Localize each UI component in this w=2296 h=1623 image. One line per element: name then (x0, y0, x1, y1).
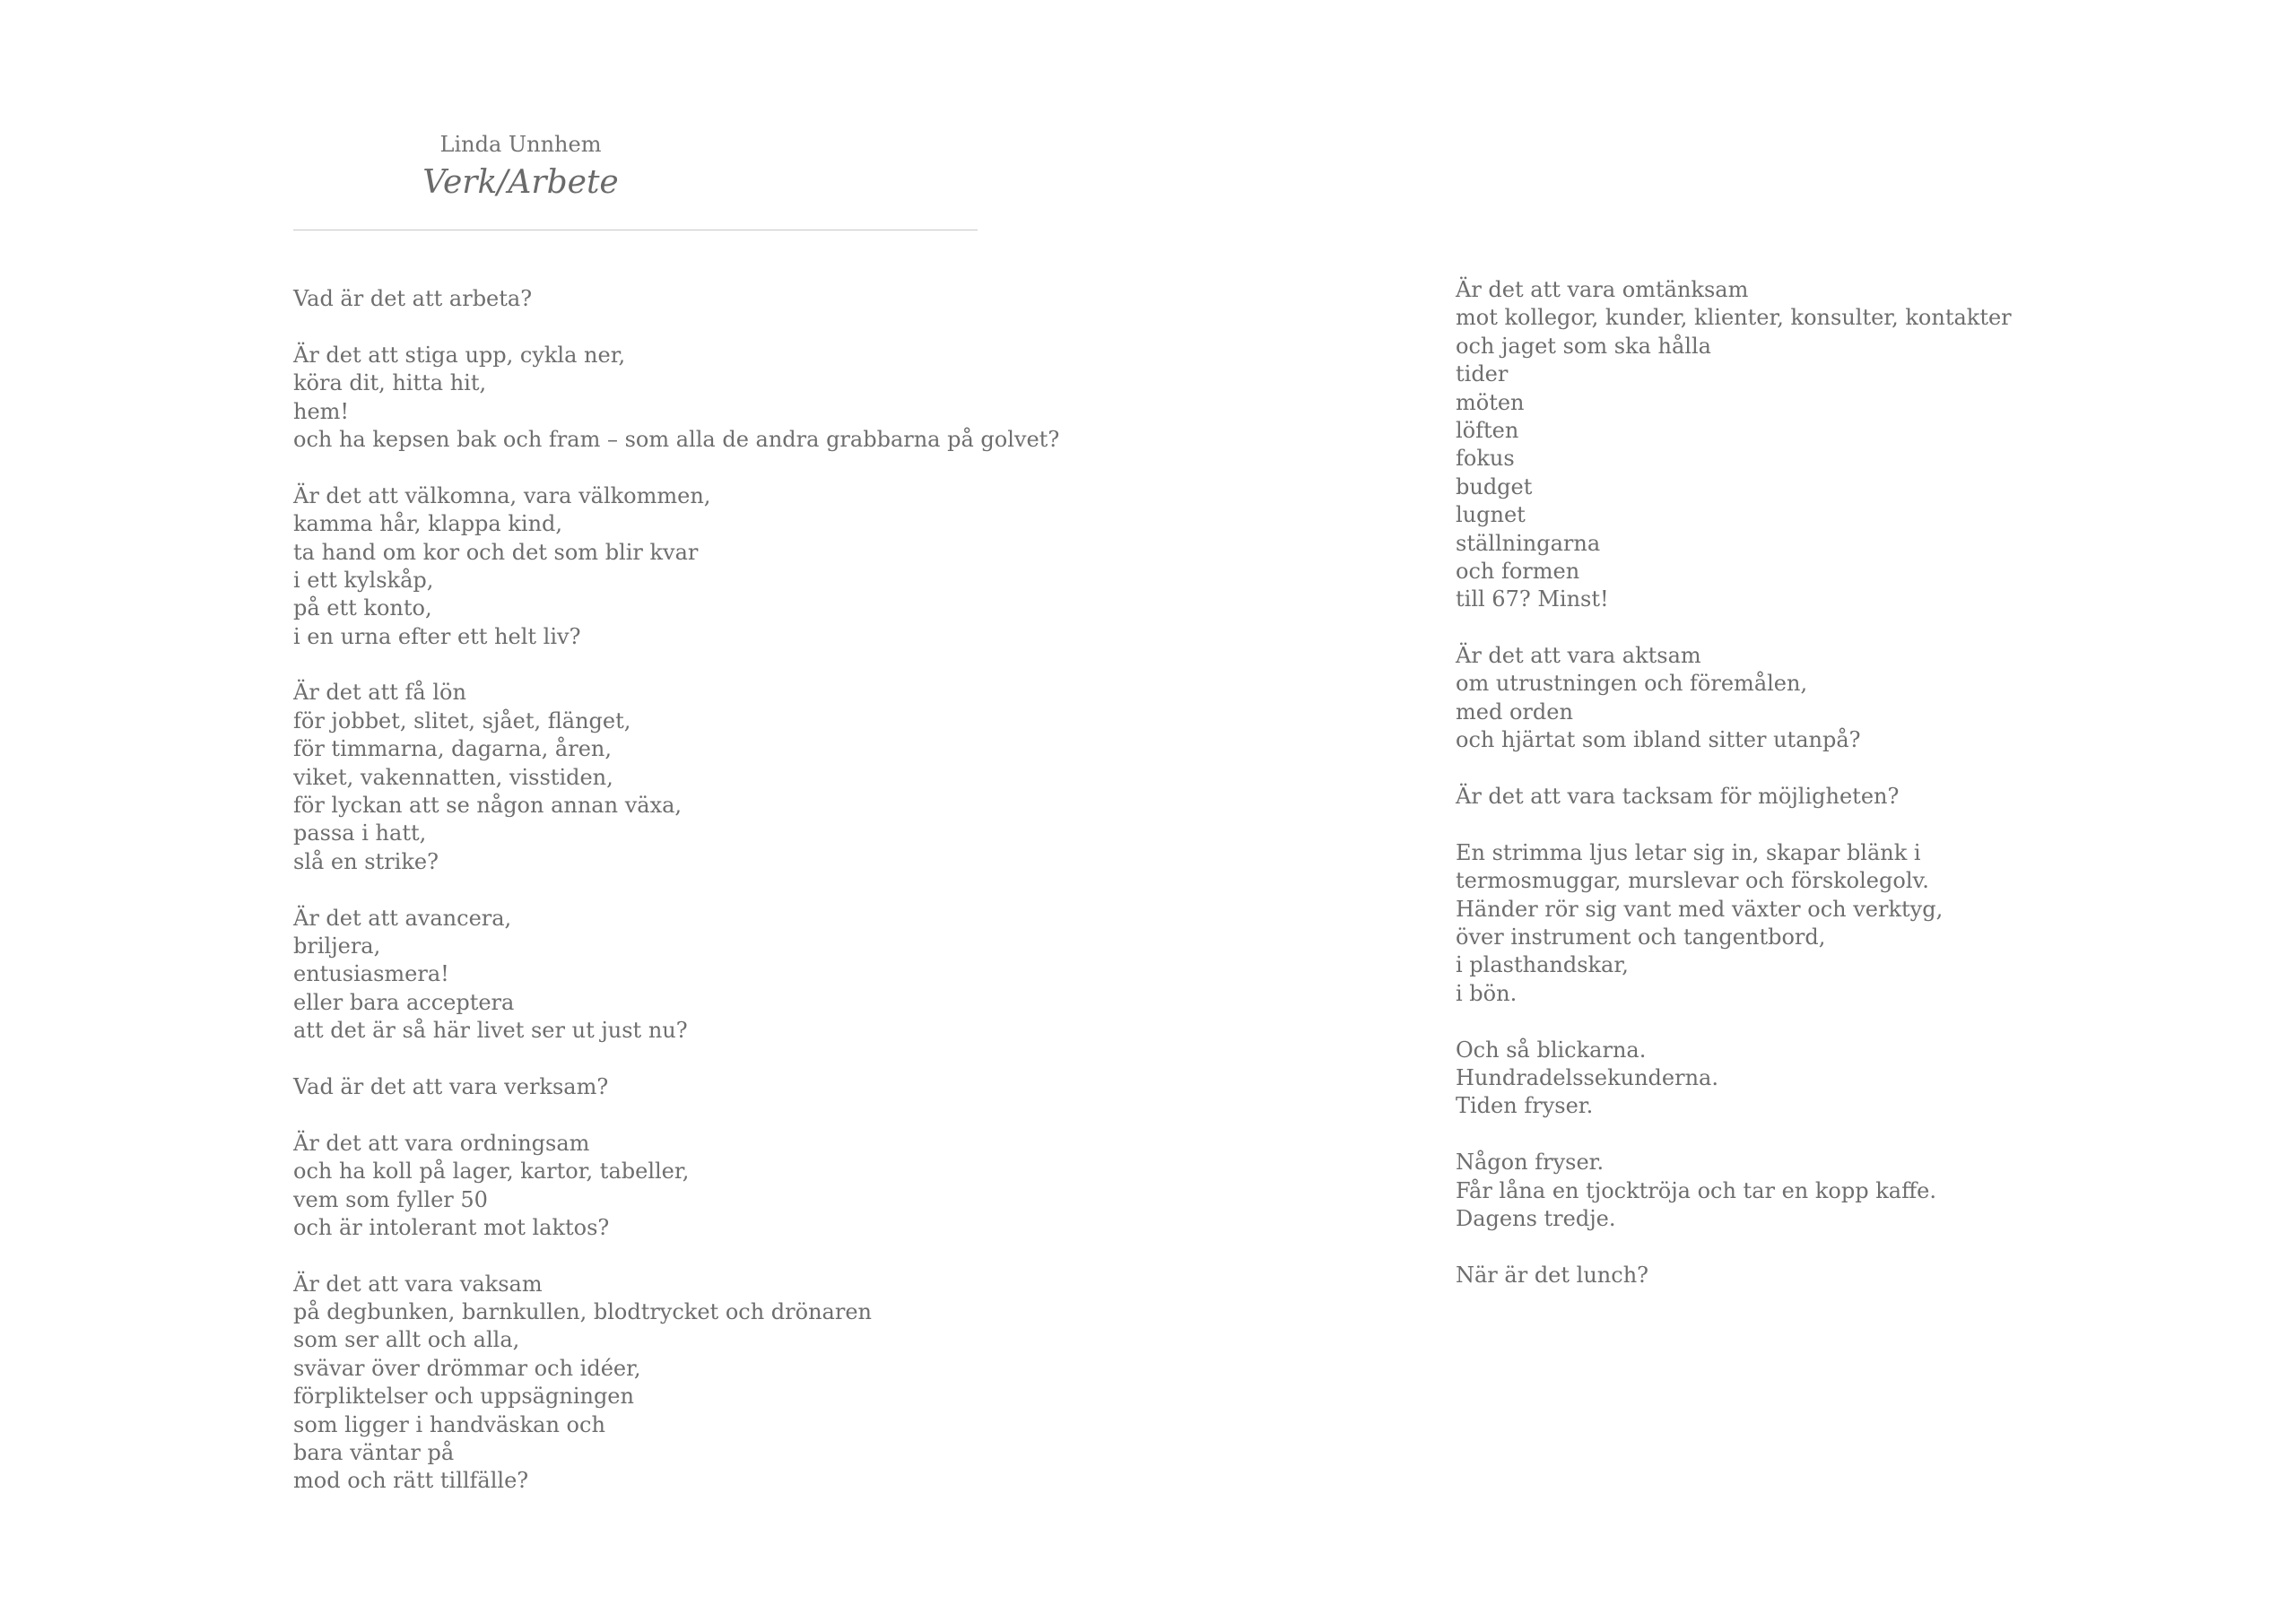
poem-line: och formen (1456, 558, 1580, 584)
poem-line: briljera, (293, 933, 381, 959)
poem-line: hem! (293, 398, 350, 424)
stanza (293, 1130, 1059, 1243)
poem-title: Verk/Arbete (422, 164, 619, 201)
poem-line: i bön. (1456, 980, 1518, 1006)
poem-line: kamma hår, klappa kind, (293, 511, 563, 537)
poem-line: vem som fyller 50 (293, 1186, 488, 1212)
poem-line: Är det att vara vaksam (293, 1271, 543, 1297)
poem-line: i en urna efter ett helt liv? (293, 623, 581, 649)
poem-line: över instrument och tangentbord, (1456, 924, 1826, 950)
poem-line: En strimma ljus letar sig in, skapar blänk i (1456, 839, 1921, 865)
poem-text-right (1456, 276, 2012, 1289)
poem-line: ta hand om kor och det som blir kvar (293, 539, 699, 565)
poem-line: ställningarna (1456, 530, 1601, 556)
stanza (293, 679, 1059, 876)
poem-line: entusiasmera! (293, 961, 449, 987)
stanza (293, 482, 1059, 651)
stanza (293, 285, 1059, 313)
author-name: Linda Unnhem (439, 132, 602, 157)
poem-line: som ser allt och alla, (293, 1327, 520, 1353)
poem-line: Är det att avancera, (293, 905, 512, 931)
poem-line: lugnet (1456, 502, 1526, 528)
poem-line: och är intolerant mot laktos? (293, 1214, 610, 1240)
stanza (293, 1271, 1059, 1496)
poem-line: Tiden fryser. (1456, 1093, 1594, 1119)
poem-line: Är det att välkomna, vara välkommen, (293, 482, 711, 508)
right-page (1148, 0, 2296, 1623)
poem-line: för jobbet, slitet, sjået, flänget, (293, 707, 631, 733)
poem-line: bara väntar på (293, 1440, 455, 1466)
poem-line: Vad är det att vara verksam? (293, 1073, 609, 1099)
poem-line: förpliktelser och uppsägningen (293, 1384, 634, 1410)
poem-line: fokus (1456, 446, 1515, 472)
poem-line: Är det att vara omtänksam (1456, 277, 1749, 302)
stanza (293, 1073, 1059, 1101)
poem-header (293, 131, 978, 203)
poem-line: till 67? Minst! (1456, 586, 1609, 612)
poem-line: på degbunken, barnkullen, blodtrycket och drönaren (293, 1299, 872, 1325)
poem-line: Är det att vara aktsam (1456, 643, 1701, 669)
poem-line: med orden (1456, 699, 1573, 725)
poem-line: att det är så här livet ser ut just nu? (293, 1018, 688, 1044)
stanza (1456, 1037, 2012, 1121)
poem-line: Dagens tredje. (1456, 1205, 1616, 1231)
poem-line: viket, vakennatten, visstiden, (293, 764, 613, 790)
poem-line: Och så blickarna. (1456, 1037, 1647, 1063)
poem-line: tider (1456, 361, 1509, 387)
poem-line: Hundradelssekunderna. (1456, 1064, 1718, 1090)
poem-line: budget (1456, 473, 1533, 499)
poem-line: Är det att få lön (293, 680, 466, 706)
poem-line: Får låna en tjocktröja och tar en kopp kaffe. (1456, 1177, 1936, 1203)
poem-line: Är det att vara ordningsam (293, 1130, 590, 1156)
poem-line: eller bara acceptera (293, 989, 515, 1015)
poem-line: mot kollegor, kunder, klienter, konsulter, kontakter (1456, 305, 2012, 331)
poem-line: och ha kepsen bak och fram – som alla de andra grabbarna på golvet? (293, 426, 1060, 452)
poem-line: på ett konto, (293, 595, 432, 621)
poem-line: passa i hatt, (293, 820, 427, 846)
poem-line: köra dit, hitta hit, (293, 370, 487, 396)
poem-line: i plasthandskar, (1456, 952, 1629, 978)
poem-line: och hjärtat som ibland sitter utanpå? (1456, 727, 1861, 753)
poem-line: När är det lunch? (1456, 1262, 1649, 1288)
poem-text-left (293, 285, 1059, 1496)
poem-line: Någon fryser. (1456, 1150, 1605, 1176)
stanza (1456, 783, 2012, 811)
poem-line: Är det att stiga upp, cykla ner, (293, 342, 626, 368)
poem-line: möten (1456, 389, 1525, 415)
poem-line: slå en strike? (293, 848, 439, 874)
poem-line: mod och rätt tillfälle? (293, 1468, 529, 1494)
stanza (1456, 642, 2012, 755)
stanza (1456, 276, 2012, 614)
poem-line: för timmarna, dagarna, åren, (293, 736, 612, 762)
poem-line: i ett kylskåp, (293, 567, 434, 593)
poem-line: svävar över drömmar och idéer, (293, 1355, 641, 1381)
stanza (293, 905, 1059, 1046)
poem-line: och ha koll på lager, kartor, tabeller, (293, 1159, 690, 1185)
poem-line: om utrustningen och föremålen, (1456, 671, 1808, 697)
poem-line: löften (1456, 417, 1519, 443)
stanza (1456, 1262, 2012, 1289)
stanza (1456, 839, 2012, 1008)
poem-line: Är det att vara tacksam för möjligheten? (1456, 784, 1900, 810)
poem-line: Händer rör sig vant med växter och verktyg, (1456, 896, 1944, 922)
poem-line: för lyckan att se någon annan växa, (293, 793, 683, 819)
stanza (1456, 1149, 2012, 1233)
poem-line: som ligger i handväskan och (293, 1411, 605, 1437)
poem-line: termosmuggar, murslevar och förskolegolv. (1456, 868, 1929, 894)
poem-line: Vad är det att arbeta? (293, 286, 533, 311)
poem-line: och jaget som ska hålla (1456, 333, 1711, 359)
stanza (293, 342, 1059, 455)
